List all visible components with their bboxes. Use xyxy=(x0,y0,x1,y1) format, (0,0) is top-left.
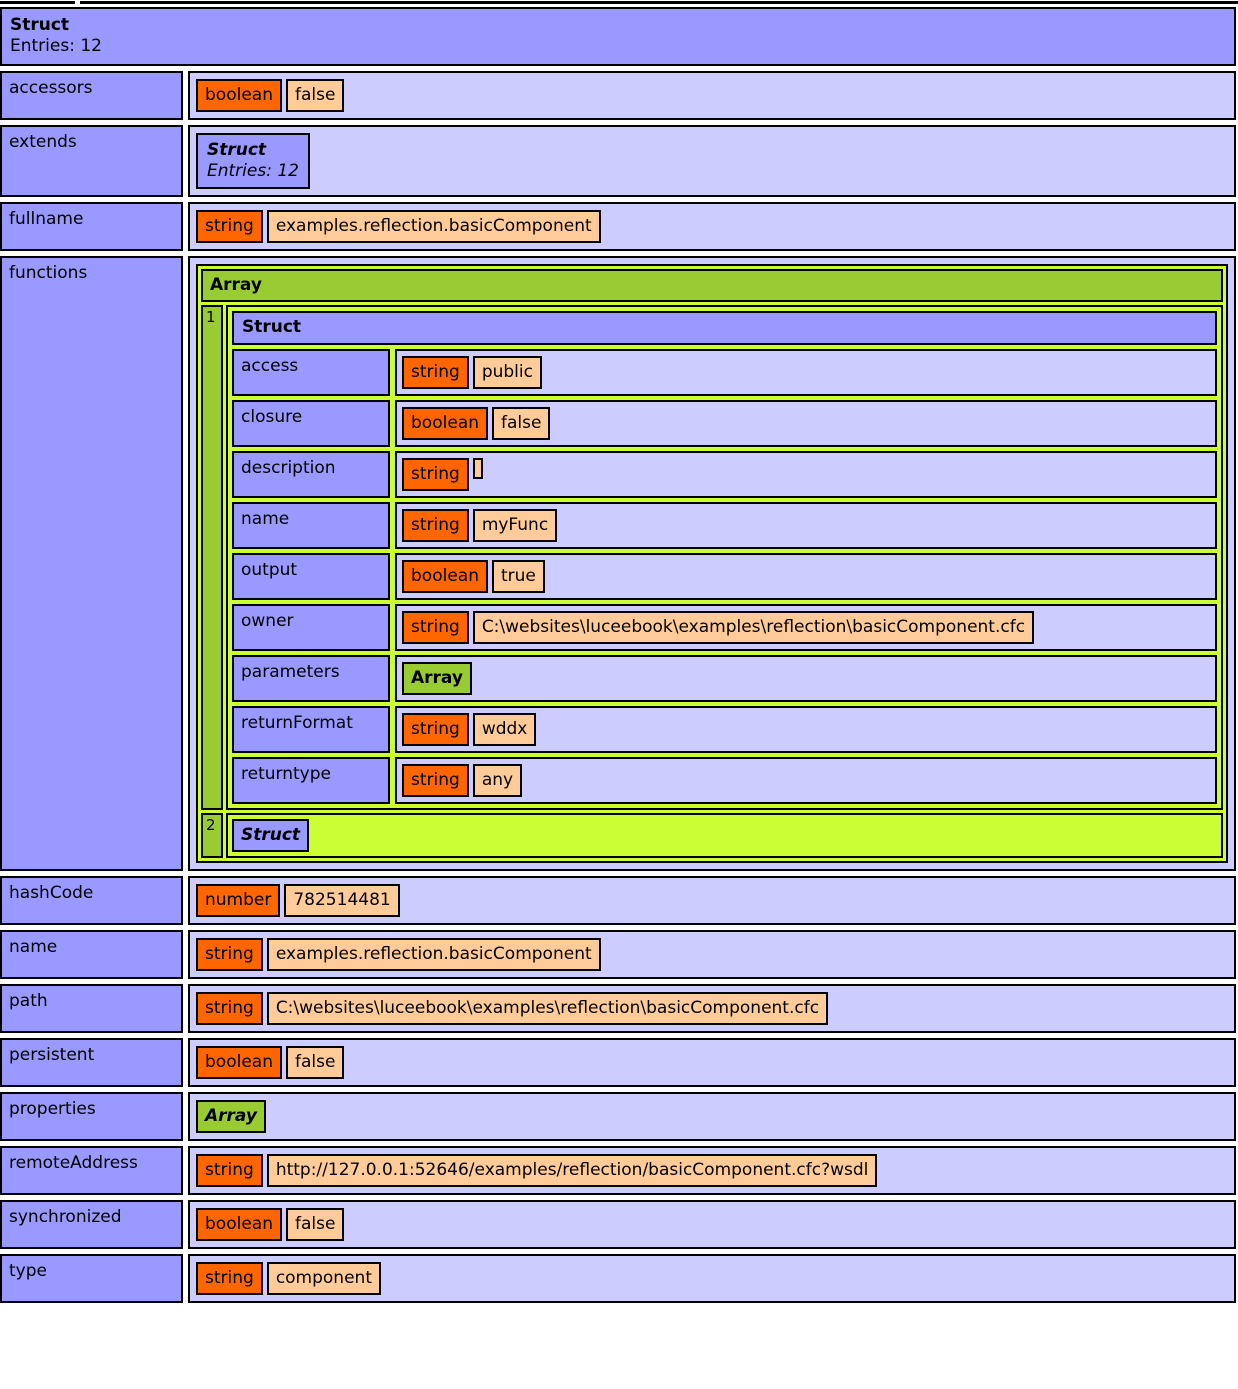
row-remoteaddress xyxy=(0,1146,1236,1195)
collapsed-struct-dump[interactable] xyxy=(196,133,310,190)
row-key: description xyxy=(232,451,390,498)
value-badge: C:\websites\luceebook\examples\reflection\basicComponent.cfc xyxy=(473,611,1034,644)
type-badge: string xyxy=(402,509,469,542)
row-key: properties xyxy=(0,1092,183,1141)
previous-table-edge xyxy=(0,1,1238,4)
value-badge: false xyxy=(492,407,550,440)
row-value xyxy=(188,1038,1236,1087)
row-synchronized xyxy=(0,1200,1236,1249)
value-badge: wddx xyxy=(473,713,537,746)
row-key: type xyxy=(0,1254,183,1303)
row-hashcode xyxy=(0,876,1236,925)
row-type xyxy=(0,1254,1236,1303)
row-value xyxy=(188,71,1236,120)
row-key: persistent xyxy=(0,1038,183,1087)
type-badge: number xyxy=(196,884,280,917)
row-name xyxy=(0,930,1236,979)
row-value xyxy=(188,125,1236,198)
collapsed-array-badge[interactable]: Array xyxy=(196,1100,266,1133)
struct-dump xyxy=(0,7,1236,1303)
row-value xyxy=(395,655,1217,702)
row-key: access xyxy=(232,349,390,396)
row-key: synchronized xyxy=(0,1200,183,1249)
row-accessors xyxy=(0,71,1236,120)
type-badge: boolean xyxy=(196,79,282,112)
array-entry-value xyxy=(226,305,1223,809)
struct-dump-header[interactable] xyxy=(0,7,1236,66)
collapsed-struct-entries-count: Entries: 12 xyxy=(207,160,299,181)
row-properties xyxy=(0,1092,1236,1141)
array-entry-value xyxy=(226,813,1223,858)
nested-struct-dump xyxy=(232,311,1217,803)
row-value xyxy=(188,1146,1236,1195)
row-key: extends xyxy=(0,125,183,198)
type-badge: boolean xyxy=(402,407,488,440)
type-badge: string xyxy=(402,764,469,797)
value-badge: 782514481 xyxy=(284,884,399,917)
row-key: owner xyxy=(232,604,390,651)
type-badge: boolean xyxy=(196,1208,282,1241)
row-value xyxy=(395,349,1217,396)
value-badge: false xyxy=(286,1046,344,1079)
type-badge: string xyxy=(402,713,469,746)
collapsed-struct-title: Struct xyxy=(207,139,267,160)
row-value xyxy=(188,984,1236,1033)
type-badge: string xyxy=(196,210,263,243)
row-key: fullname xyxy=(0,202,183,251)
row-key: functions xyxy=(0,256,183,871)
value-badge: examples.reflection.basicComponent xyxy=(267,938,601,971)
row-value xyxy=(188,202,1236,251)
collapsed-array-badge[interactable]: Array xyxy=(402,662,472,695)
array-dump xyxy=(196,264,1228,863)
type-badge: boolean xyxy=(196,1046,282,1079)
row-value xyxy=(188,1200,1236,1249)
value-badge-empty xyxy=(473,458,483,479)
row-value xyxy=(395,604,1217,651)
row-key: name xyxy=(232,502,390,549)
row-closure xyxy=(232,400,1217,447)
row-value xyxy=(395,706,1217,753)
row-returntype xyxy=(232,757,1217,804)
value-badge: true xyxy=(492,560,545,593)
row-persistent xyxy=(0,1038,1236,1087)
page xyxy=(0,1,1238,1303)
row-value xyxy=(188,876,1236,925)
row-value xyxy=(395,451,1217,498)
value-badge: component xyxy=(267,1262,381,1295)
row-value xyxy=(395,553,1217,600)
nested-struct-header[interactable]: Struct xyxy=(232,311,1217,344)
row-key: returntype xyxy=(232,757,390,804)
row-fullname xyxy=(0,202,1236,251)
struct-title: Struct xyxy=(10,15,70,35)
value-badge: myFunc xyxy=(473,509,557,542)
row-key: hashCode xyxy=(0,876,183,925)
row-key: returnFormat xyxy=(232,706,390,753)
array-index: 1 xyxy=(201,305,223,809)
row-extends xyxy=(0,125,1236,198)
collapsed-struct-badge[interactable]: Struct xyxy=(232,819,309,852)
value-badge: any xyxy=(473,764,522,797)
array-index: 2 xyxy=(201,813,223,858)
row-key: remoteAddress xyxy=(0,1146,183,1195)
row-value xyxy=(188,1254,1236,1303)
type-badge: string xyxy=(196,992,263,1025)
value-badge: examples.reflection.basicComponent xyxy=(267,210,601,243)
row-key: path xyxy=(0,984,183,1033)
row-value xyxy=(395,400,1217,447)
type-badge: string xyxy=(196,938,263,971)
previous-table-edge-left xyxy=(0,1,75,4)
value-badge: false xyxy=(286,1208,344,1241)
row-path xyxy=(0,984,1236,1033)
array-entry-2 xyxy=(201,813,1223,858)
row-functions xyxy=(0,256,1236,871)
type-badge: string xyxy=(196,1262,263,1295)
row-key: closure xyxy=(232,400,390,447)
previous-table-edge-right xyxy=(80,1,1238,4)
row-key: name xyxy=(0,930,183,979)
row-key: parameters xyxy=(232,655,390,702)
row-key: accessors xyxy=(0,71,183,120)
array-entry-1 xyxy=(201,305,1223,809)
type-badge: string xyxy=(402,356,469,389)
row-returnformat xyxy=(232,706,1217,753)
row-value xyxy=(188,1092,1236,1141)
type-badge: boolean xyxy=(402,560,488,593)
row-parameters xyxy=(232,655,1217,702)
row-value xyxy=(395,757,1217,804)
type-badge: string xyxy=(402,611,469,644)
struct-entries-count: Entries: 12 xyxy=(10,36,102,57)
type-badge: string xyxy=(402,458,469,491)
value-badge: http://127.0.0.1:52646/examples/reflection/basicComponent.cfc?wsdl xyxy=(267,1154,878,1187)
row-value xyxy=(188,930,1236,979)
row-key: output xyxy=(232,553,390,600)
value-badge: public xyxy=(473,356,542,389)
row-description xyxy=(232,451,1217,498)
value-badge: C:\websites\luceebook\examples\reflection\basicComponent.cfc xyxy=(267,992,828,1025)
row-name xyxy=(232,502,1217,549)
value-badge: false xyxy=(286,79,344,112)
row-value xyxy=(395,502,1217,549)
row-access xyxy=(232,349,1217,396)
row-output xyxy=(232,553,1217,600)
type-badge: string xyxy=(196,1154,263,1187)
row-value xyxy=(188,256,1236,871)
row-owner xyxy=(232,604,1217,651)
array-dump-header[interactable]: Array xyxy=(201,269,1223,302)
